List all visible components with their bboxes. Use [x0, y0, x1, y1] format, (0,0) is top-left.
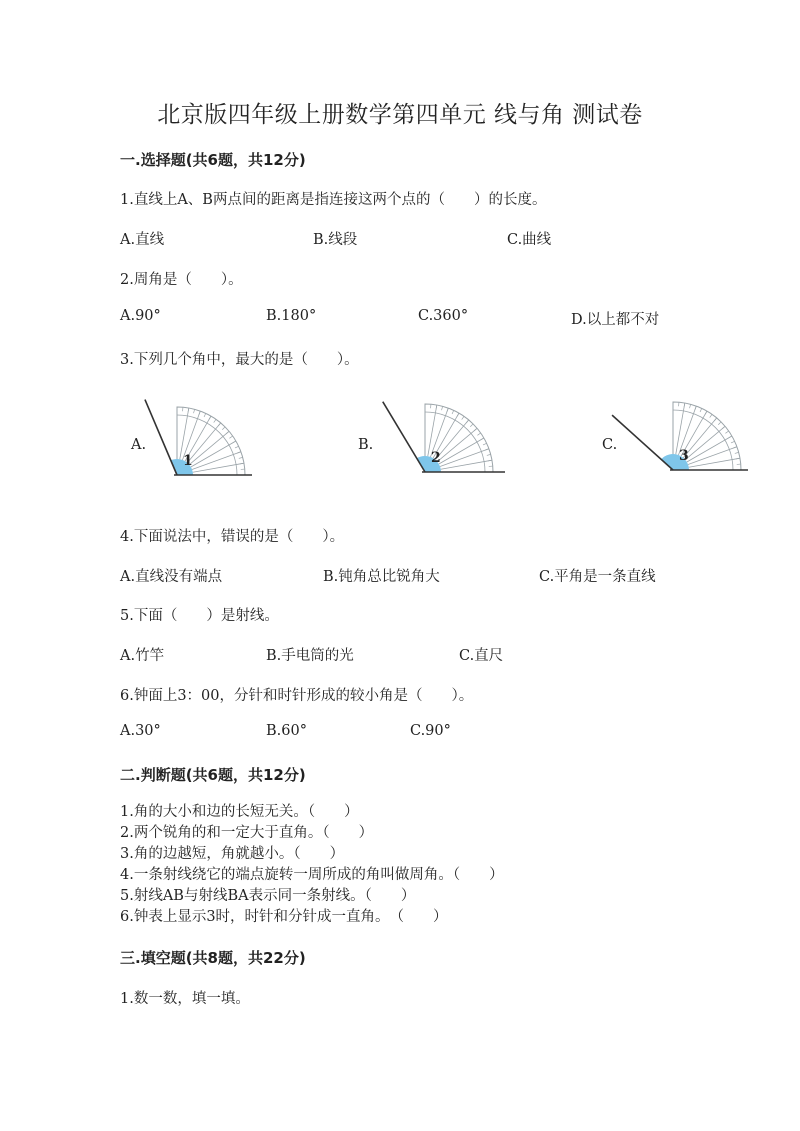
- option[interactable]: C.直尺: [459, 648, 504, 664]
- question-text: 1.数一数，填一填。: [120, 991, 250, 1007]
- protractor-tick: [232, 441, 235, 443]
- option[interactable]: D.以上都不对: [571, 312, 660, 328]
- protractor-tick: [229, 436, 232, 438]
- option[interactable]: B.: [358, 437, 374, 453]
- option[interactable]: C.: [602, 437, 618, 453]
- option[interactable]: A.竹竿: [120, 648, 165, 664]
- judge-item: 2.两个锐角的和一定大于直角。（ ）: [120, 825, 374, 841]
- protractor-tick: [733, 447, 737, 448]
- protractor-tick: [731, 441, 735, 443]
- protractor-tick: [725, 431, 728, 433]
- protractor-tick: [700, 408, 702, 412]
- section-heading-choice: 一.选择题(共6题，共12分): [120, 151, 306, 169]
- protractor-tick: [718, 422, 721, 425]
- angle-figure-2: [383, 402, 505, 472]
- protractor-tick: [695, 406, 696, 410]
- angle-figure-3: [612, 402, 748, 470]
- section-heading-judge: 二.判断题(共6题，共12分): [120, 766, 306, 784]
- protractor-tick: [474, 428, 477, 431]
- judge-item: 3.角的边越短，角就越小。（ ）: [120, 846, 345, 862]
- protractor-tick: [442, 406, 443, 410]
- protractor-tick: [722, 426, 725, 429]
- protractor-tick: [705, 411, 707, 414]
- protractor-tick: [447, 408, 448, 412]
- option[interactable]: A.30°: [120, 723, 161, 739]
- protractor-tick: [188, 408, 189, 412]
- option[interactable]: B.线段: [313, 232, 358, 248]
- protractor-tick: [736, 458, 740, 459]
- protractor-spoke: [688, 447, 737, 465]
- protractor-tick: [690, 404, 691, 408]
- question-text: 1.直线上A、B两点间的距离是指连接这两个点的（ ）的长度。: [120, 192, 547, 208]
- option[interactable]: B.钝角总比锐角大: [323, 569, 440, 585]
- protractor-tick: [209, 416, 211, 419]
- protractor-tick: [199, 411, 200, 415]
- angle-arm-ray: [145, 400, 177, 475]
- protractor-tick: [222, 427, 225, 430]
- angle-arm-ray: [383, 402, 425, 472]
- option[interactable]: B.手电筒的光: [266, 648, 354, 664]
- question-text: 3.下列几个角中，最大的是（ ）。: [120, 352, 359, 368]
- question-text: 4.下面说法中，错误的是（ ）。: [120, 529, 345, 545]
- protractor-tick: [218, 423, 221, 426]
- option[interactable]: B.180°: [266, 308, 317, 324]
- judge-item: 5.射线AB与射线BA表示同一条射线。（ ）: [120, 888, 416, 904]
- question-text: 2.周角是（ ）。: [120, 272, 243, 288]
- section-heading-fill: 三.填空题(共8题，共22分): [120, 949, 306, 967]
- protractor-tick: [477, 433, 480, 435]
- judge-item: 6.钟表上显示3时，时针和分针成一直角。 （ ）: [120, 909, 448, 925]
- angle-number-label: 1: [183, 453, 193, 469]
- protractor-tick: [480, 438, 483, 440]
- protractor-spoke: [192, 452, 241, 470]
- option[interactable]: C.90°: [410, 723, 451, 739]
- protractor-tick: [194, 409, 195, 413]
- option[interactable]: C.平角是一条直线: [539, 569, 656, 585]
- protractor-tick: [436, 405, 437, 409]
- protractor-tick: [710, 414, 712, 417]
- protractor-tick: [204, 413, 206, 417]
- angle-figure-1: [145, 400, 252, 475]
- question-text: 6.钟面上3：00，分针和时针形成的较小角是（ ）。: [120, 688, 474, 704]
- page-title: 北京版四年级上册数学第四单元 线与角 测试卷: [157, 102, 643, 128]
- option[interactable]: C.360°: [418, 308, 469, 324]
- judge-item: 4.一条射线绕它的端点旋转一周所成的角叫做周角。（ ）: [120, 867, 504, 883]
- option[interactable]: B.60°: [266, 723, 307, 739]
- protractor-tick: [487, 454, 491, 455]
- protractor-tick: [214, 419, 216, 422]
- protractor-tick: [457, 413, 459, 416]
- judge-item: 1.角的大小和边的长短无关。（ ）: [120, 804, 359, 820]
- protractor-tick: [237, 452, 241, 453]
- protractor-tick: [462, 416, 464, 419]
- question-text: 5.下面（ ）是射线。: [120, 608, 279, 624]
- protractor-tick: [466, 420, 469, 423]
- protractor-tick: [483, 443, 487, 445]
- protractor-tick: [485, 449, 489, 450]
- protractor-tick: [452, 410, 454, 414]
- protractor-tick: [488, 460, 492, 461]
- angle-arm-ray: [612, 415, 673, 470]
- angle-number-label: 3: [679, 448, 689, 464]
- option[interactable]: A.直线没有端点: [120, 569, 223, 585]
- protractor-tick: [240, 463, 244, 464]
- protractor-tick: [239, 457, 243, 458]
- option[interactable]: C.曲线: [507, 232, 552, 248]
- protractor-tick: [684, 403, 685, 407]
- angle-number-label: 2: [431, 450, 441, 466]
- protractor-tick: [728, 436, 731, 438]
- protractor-spoke: [440, 449, 489, 467]
- option[interactable]: A.90°: [120, 308, 161, 324]
- option[interactable]: A.直线: [120, 232, 165, 248]
- protractor-tick: [226, 431, 229, 434]
- protractor-tick: [735, 452, 739, 453]
- protractor-tick: [470, 424, 473, 427]
- option[interactable]: A.: [131, 437, 147, 453]
- protractor-tick: [235, 446, 239, 448]
- protractor-tick: [714, 418, 717, 421]
